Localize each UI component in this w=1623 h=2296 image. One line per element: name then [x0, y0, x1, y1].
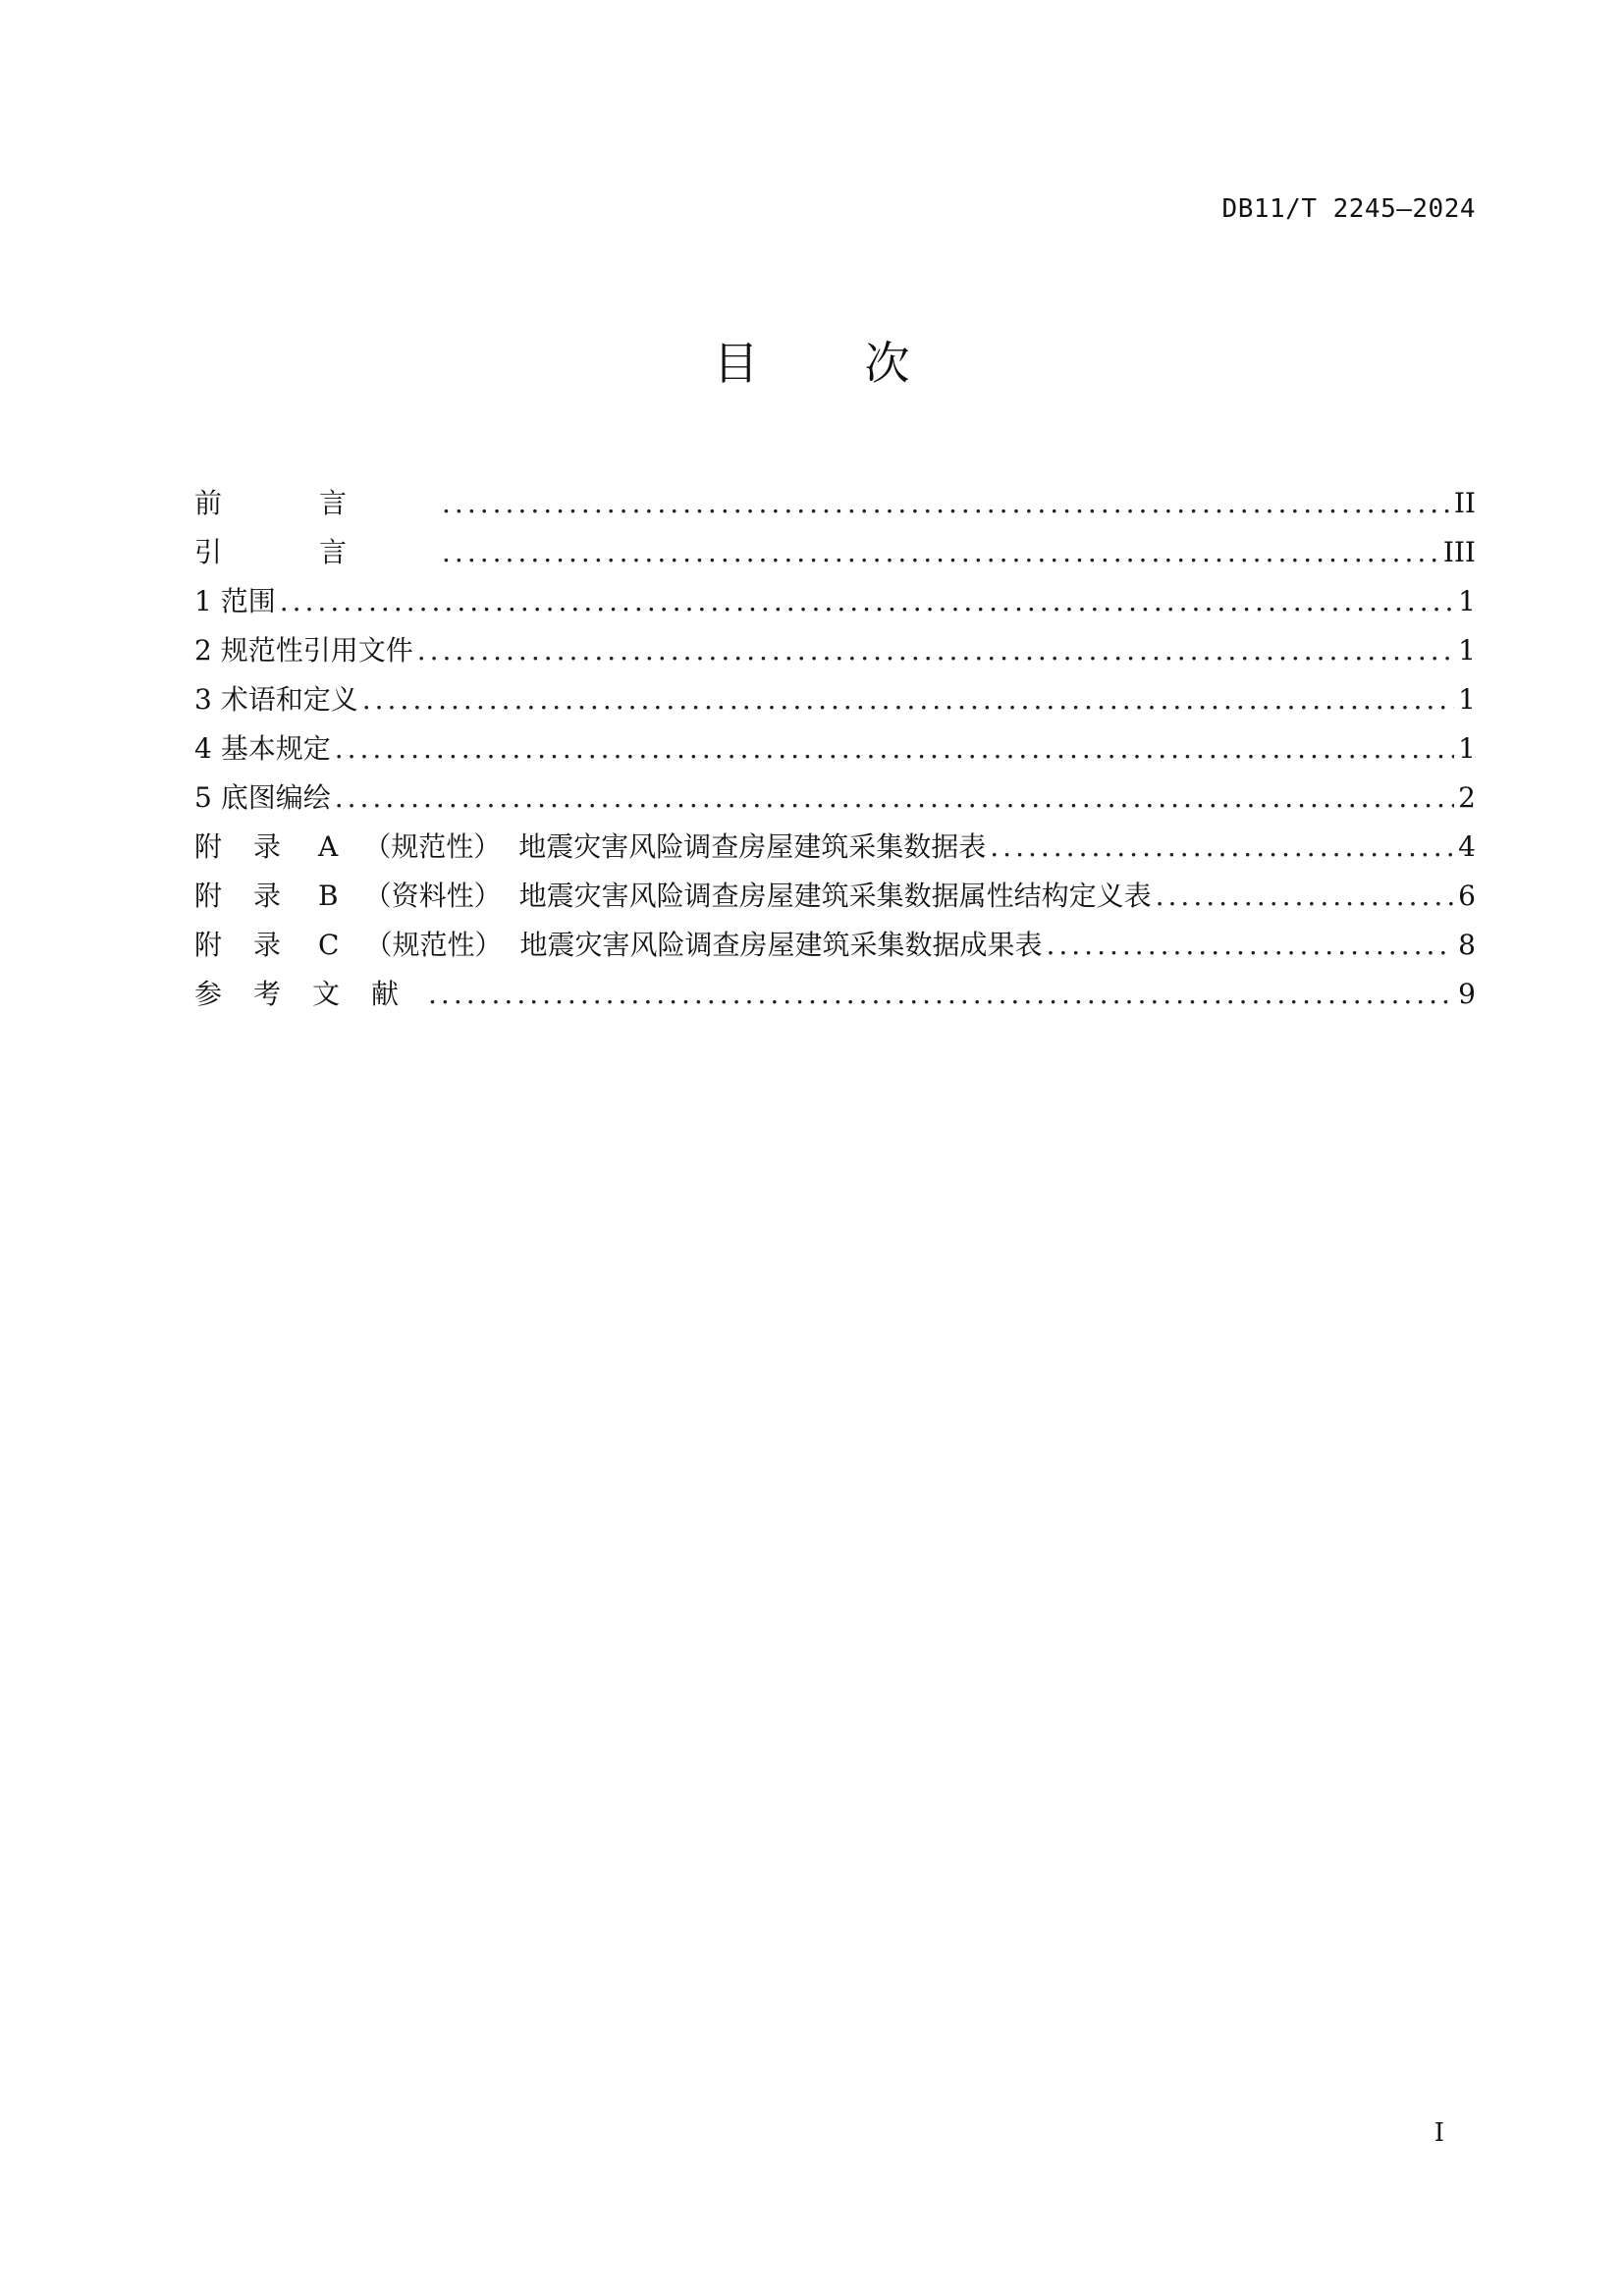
toc-leader-dots — [362, 675, 1454, 724]
appendix-letter: B — [318, 880, 339, 912]
toc-entry-page: II — [1453, 487, 1476, 519]
toc-leader-dots — [335, 774, 1454, 823]
toc-entry-page: 9 — [1458, 978, 1476, 1010]
appendix-word: 附录 — [194, 929, 313, 961]
appendix-kind: （资料性） — [363, 880, 502, 912]
appendix-title: 地震灾害风险调查房屋建筑采集数据表 — [518, 830, 987, 863]
page-title-left: 目 — [713, 337, 759, 390]
appendix-kind: （规范性） — [364, 929, 503, 961]
toc-entry-page: 1 — [1458, 683, 1476, 716]
toc-entry-page: 1 — [1458, 634, 1476, 667]
toc-entry-label: 引言 — [194, 536, 445, 568]
toc-entry-page: 1 — [1458, 585, 1476, 617]
toc-entry-label — [194, 872, 1152, 921]
toc-entry-page: 8 — [1458, 929, 1476, 961]
toc-entry-foreword[interactable] — [194, 479, 1476, 528]
toc-entry-label: 3 术语和定义 — [194, 683, 358, 716]
table-of-contents — [194, 479, 1476, 1019]
toc-leader-dots — [990, 823, 1454, 872]
toc-leader-dots — [428, 970, 1454, 1019]
toc-entry-label: 4 基本规定 — [194, 732, 331, 765]
toc-entry-basic-provisions[interactable] — [194, 724, 1476, 774]
toc-leader-dots — [442, 528, 1439, 577]
toc-entry-label: 参考文献 — [194, 978, 431, 1010]
appendix-letter: A — [318, 830, 339, 863]
page-title-right: 次 — [864, 337, 910, 390]
toc-entry-bibliography[interactable] — [194, 970, 1476, 1019]
page-title — [0, 337, 1623, 390]
toc-entry-page: 6 — [1458, 880, 1476, 912]
appendix-letter: C — [318, 929, 340, 961]
toc-leader-dots — [335, 724, 1454, 774]
toc-entry-appendix-c[interactable] — [194, 921, 1476, 970]
toc-entry-label: 2 规范性引用文件 — [194, 634, 413, 667]
toc-entry-scope[interactable] — [194, 577, 1476, 626]
toc-entry-page: 2 — [1458, 781, 1476, 814]
appendix-kind: （规范性） — [363, 830, 502, 863]
toc-leader-dots — [1156, 872, 1455, 921]
page-number: I — [1434, 2118, 1444, 2148]
toc-leader-dots — [280, 577, 1454, 626]
toc-entry-terms-definitions[interactable] — [194, 675, 1476, 724]
appendix-title: 地震灾害风险调查房屋建筑采集数据成果表 — [519, 929, 1043, 961]
toc-entry-label — [194, 921, 1042, 970]
toc-entry-page: 4 — [1458, 830, 1476, 863]
toc-entry-appendix-b[interactable] — [194, 872, 1476, 921]
toc-entry-page: III — [1442, 536, 1476, 568]
toc-entry-label — [194, 823, 986, 872]
toc-leader-dots — [1046, 921, 1454, 970]
toc-leader-dots — [417, 626, 1454, 675]
toc-entry-label: 5 底图编绘 — [194, 781, 331, 814]
appendix-word: 附录 — [194, 880, 313, 912]
toc-leader-dots — [442, 479, 1450, 528]
toc-entry-page: 1 — [1458, 732, 1476, 765]
standard-code: DB11/T 2245—2024 — [1221, 194, 1476, 224]
toc-entry-base-map[interactable] — [194, 774, 1476, 823]
toc-entry-label: 1 范围 — [194, 585, 276, 617]
appendix-word: 附录 — [194, 830, 313, 863]
toc-entry-introduction[interactable] — [194, 528, 1476, 577]
toc-entry-label: 前言 — [194, 487, 445, 519]
toc-entry-appendix-a[interactable] — [194, 823, 1476, 872]
appendix-title: 地震灾害风险调查房屋建筑采集数据属性结构定义表 — [518, 880, 1152, 912]
toc-entry-normative-references[interactable] — [194, 626, 1476, 675]
